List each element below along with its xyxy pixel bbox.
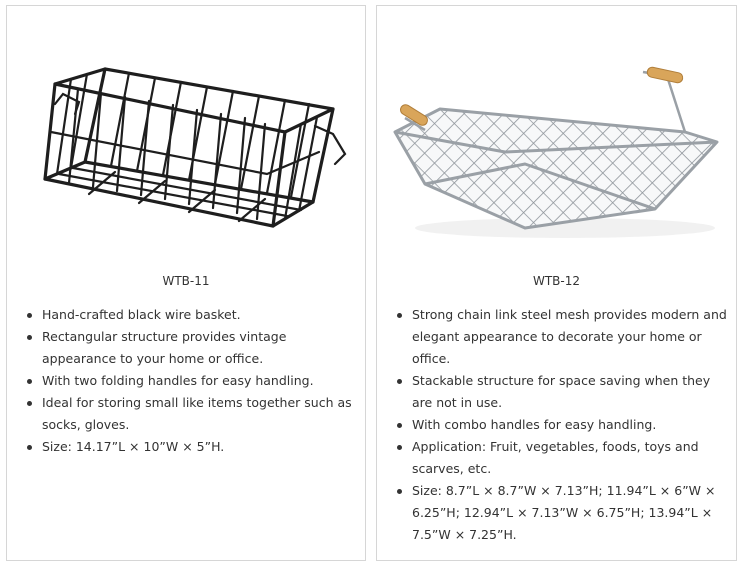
feature-item: Size: 8.7”L × 8.7”W × 7.13”H; 11.94”L × 6”W × 6.25”H; 12.94”L × 7.13”W × 6.75”H; 13.94”L × 7.5”W × 7.25”H. xyxy=(395,480,728,546)
feature-item: With combo handles for easy handling. xyxy=(395,414,728,436)
feature-item: Stackable structure for space saving when they are not in use. xyxy=(395,370,728,414)
product-image-chain-link-basket[interactable] xyxy=(385,14,727,246)
feature-item: Hand-crafted black wire basket. xyxy=(25,304,357,326)
product-card-wtb-11 xyxy=(6,5,366,561)
black-wire-basket-illustration xyxy=(15,14,357,246)
feature-item: Strong chain link steel mesh provides modern and elegant appearance to decorate your home or office. xyxy=(395,304,728,370)
chain-link-basket-illustration xyxy=(385,14,727,246)
feature-list xyxy=(25,304,357,458)
feature-list xyxy=(395,304,728,546)
feature-item: Size: 14.17”L × 10”W × 5”H. xyxy=(25,436,357,458)
product-image-black-wire-basket[interactable] xyxy=(15,14,357,246)
feature-item: Rectangular structure provides vintage appearance to your home or office. xyxy=(25,326,357,370)
feature-item: Application: Fruit, vegetables, foods, toys and scarves, etc. xyxy=(395,436,728,480)
product-card-wtb-12 xyxy=(376,5,737,561)
feature-item: Ideal for storing small like items together such as socks, gloves. xyxy=(25,392,357,436)
product-code: WTB-12 xyxy=(532,274,581,288)
product-code: WTB-11 xyxy=(162,274,210,288)
feature-item: With two folding handles for easy handling. xyxy=(25,370,357,392)
